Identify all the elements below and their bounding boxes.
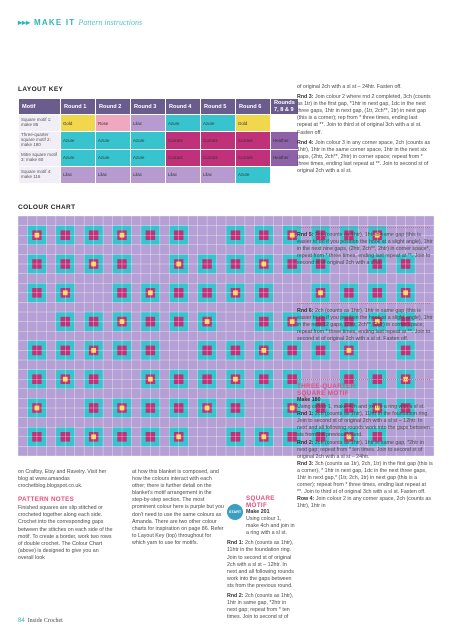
colour-cell: Rose: [96, 115, 131, 132]
colour-cell: Heather: [271, 132, 299, 150]
colour-cell: Currant: [236, 149, 271, 166]
colour-cell: Currant: [201, 132, 236, 150]
intro-text: Using colour 1, make 4ch and join in a ring with a sl st.: [246, 516, 295, 537]
chart-description: at how this blanket is composed, and how the colours interact with each other; there is further detail on the blanket's motif arrangement in the step-by-step section. The most prominent colour here is purple but you don't need to use the same colours as Amanda. There are two other colour charts for inspiration on page 86. Refer to Layout Key (top) throughout for which yarn to use for motifs.: [132, 469, 224, 546]
rnd-text: 2ch (counts as 1htr), 1htr in same gap, *2htr in next gap; repeat from * ten times. Join to second st of original 2ch with a sl st – 24htr.: [297, 439, 424, 460]
rnd-text: Join colour 2 in any corner space, 2ch (counts as 1htr), 1htr in: [297, 496, 431, 510]
layout-key-row: [19, 132, 299, 150]
tq-rnd3: [297, 461, 433, 496]
rnd-text: Join colour 2 where rnd 2 completed, 3ch (counts as 1tr) in the first gap, *1htr in next gap, 1dc in the next three gaps, 1htr in next gap, (1tr, 2ch**, 1tr) in next gap (this is a corner); rep from * three times, ending last repeat at **. Join to third st of original 3ch with a sl st. Fasten off.: [297, 94, 431, 136]
colour-cell: Currant: [166, 132, 201, 150]
rnd-label: Rnd 6:: [297, 308, 314, 314]
rnd-text: Join colour 3 in any corner space, 2ch (counts as 1htr), 1htr in the same corner space, 1htr in the next six gaps, (2htr, 2ch**, 2htr) in corner space; repeat from * three times, ending last repeat at **. Join to second st of original 2ch with a sl st.: [297, 139, 431, 175]
colour-cell: Gold: [236, 115, 271, 132]
tq-rnd2: [297, 440, 433, 461]
layout-key-row: [19, 115, 299, 132]
motif-cell: Mitre square motif 3: make 60: [19, 149, 61, 166]
rnd4: [297, 140, 433, 175]
pattern-notes-heading: PATTERN NOTES: [18, 496, 75, 504]
colour-cell: Azure: [61, 132, 96, 150]
colour-cell: Azure: [166, 115, 201, 132]
colour-cell: Gold: [61, 115, 96, 132]
arrows-icon: ▸▸▸: [18, 18, 31, 27]
colour-cell: Azure: [96, 149, 131, 166]
rnd-label: Rnd 2:: [297, 439, 314, 446]
layout-key-body: [19, 115, 299, 184]
square-motif-heading: SQUARE MOTIF: [246, 495, 275, 509]
rnd-label: Rnd 5:: [297, 232, 314, 238]
pattern-notes-text: Finished squares are slip stitched or crocheted together along each side. Crochet into the corresponding gaps between the stitches on each side of the motif. To create a border, work two rows of double crochet. The Colour Chart (above) is designed to give you an overall look: [18, 505, 113, 561]
rnd3: [297, 94, 433, 137]
colour-cell: Azure: [61, 149, 96, 166]
layout-key-table: [18, 98, 299, 184]
rnd-text: 2ch (counts as 1htr), 11htr in the foundation ring. Join to second st of original 2ch with a sl st – 12htr. In next and all following rounds work into the gaps between sts from the previous round.: [227, 540, 294, 589]
three-quarter-heading-1: THREE-QUARTER: [297, 383, 356, 390]
tq-rnd1: [297, 411, 433, 439]
rnd-text: 3ch (counts as 1tr), 2ch, 1tr) in the first gap (this is a corner), * 1htr in next gap, 1dc in the next three gaps, 1htr in next gap,* (1tr, 2ch, 1tr) in next gap (this is a corner); repeat from * three times, ending last repeat at **. Join to third st of original 3ch with a sl st. Fasten off.: [297, 460, 433, 496]
column-header: Round 1: [61, 99, 96, 115]
section-divider: [297, 227, 430, 228]
three-quarter-section: [297, 383, 433, 514]
tq-rnd4: [297, 496, 433, 510]
colour-cell: Lilac: [61, 166, 96, 183]
rnd6: [297, 308, 433, 343]
column-header: Rounds 7, 8 & 9: [271, 99, 299, 115]
layout-key-header-row: [19, 99, 299, 115]
colour-cell: Lilac: [131, 166, 166, 183]
section-header: [18, 18, 142, 27]
three-quarter-intro: Using colour 1, make 4ch and join in a ring with a sl st.: [297, 404, 425, 411]
right-column: [297, 84, 433, 178]
middle-column: [132, 469, 224, 550]
square-motif-make: Make 201: [246, 509, 270, 515]
colour-cell: Azure: [96, 132, 131, 150]
colour-cell: Azure: [236, 166, 271, 183]
colour-chart-title: COLOUR CHART: [18, 204, 76, 211]
section-divider: [297, 379, 430, 380]
three-quarter-make: Make 180: [297, 397, 321, 403]
start-badge: START: [227, 504, 243, 520]
designer-bio: on Craftsy, Etsy and Ravelry. Visit her blog at www.amandas crochetblog.blogspot.co.uk.: [18, 469, 107, 490]
layout-key-row: [19, 149, 299, 166]
motif-cell: Square motif 4: make 116: [19, 166, 61, 183]
rnd5: [297, 232, 433, 267]
rnd-text: 2ch (counts as 1htr), 1htr in same gap (this is easier to do if you position the hook at a slight angle), 1htr in the next nine gaps, (2htr, 2ch**, 2htr) in corner space*, repeat from * three times, ending last repeat at **. Join to second st of original 2ch with a sl st.: [297, 232, 433, 267]
colour-cell: Currant: [201, 149, 236, 166]
column-header: Round 6: [236, 99, 271, 115]
rnd-text: 2ch (counts as 1htr), 11htr in the foundation ring. Join to second st of original 2ch with a sl st – 12htr. In next and all following rounds work into the gaps between sts from the previous round.: [297, 411, 430, 439]
colour-cell: Currant: [236, 132, 271, 150]
three-quarter-heading-2: SQUARE MOTIF: [297, 390, 349, 397]
left-column: [18, 469, 113, 565]
page-number: 84: [18, 618, 25, 624]
layout-key-title: LAYOUT KEY: [18, 86, 64, 93]
rnd-label: Rnd 1:: [297, 411, 314, 418]
colour-cell: [271, 115, 299, 132]
square-motif-rnd2: [227, 593, 295, 621]
square-motif-intro: [227, 516, 295, 537]
right-column-rnd6: [297, 308, 433, 346]
page-footer: [18, 618, 63, 624]
section-divider: [297, 303, 430, 304]
rnd-text: 2ch (counts as 1htr), 1htr in same gap (this is easier to do if you position the hook at a slight angle), 1htr in the next 12 gaps, (2htr, 2ch**, 2htr) in corner space; repeat from * three times, ending last repeat at **. Join to second st of original 2ch with a sl st. Fasten off.: [297, 308, 433, 343]
colour-cell: Lilac: [166, 166, 201, 183]
rnd-text: 2ch (counts as 1htr), 1htr in same gap, *2htr in next gap; repeat from * ten times. Join to second st of: [227, 593, 294, 621]
column-header: Round 3: [131, 99, 166, 115]
rnd-label: Row 4:: [297, 496, 315, 503]
colour-cell: [271, 166, 299, 183]
right-column-rnd5: [297, 232, 433, 270]
colour-cell: Azure: [131, 149, 166, 166]
section-subtitle: Pattern instructions: [78, 18, 143, 27]
square-motif-rnd1: [227, 540, 295, 590]
rnd-label: Rnd 3:: [297, 94, 314, 101]
rnd2-end: of original 2ch with a sl st – 24htr. Fasten off.: [297, 84, 402, 90]
column-header: Round 5: [201, 99, 236, 115]
colour-cell: Heather: [271, 149, 299, 166]
motif-cell: Square motif 1: make 85: [19, 115, 61, 132]
colour-cell: Lilac: [201, 166, 236, 183]
motif-cell: Three-quarter square motif 2: make 180: [19, 132, 61, 150]
rnd-label: Rnd 3:: [297, 460, 314, 467]
colour-cell: Azure: [201, 115, 236, 132]
column-header: Round 4: [166, 99, 201, 115]
colour-cell: Currant: [166, 149, 201, 166]
square-motif-column: [227, 495, 295, 624]
column-header: Round 2: [96, 99, 131, 115]
rnd-label: Rnd 4:: [297, 139, 314, 146]
section-title: MAKE IT: [34, 18, 76, 27]
column-header: Motif: [19, 99, 61, 115]
colour-cell: Lilac: [96, 166, 131, 183]
colour-cell: Azure: [131, 132, 166, 150]
layout-key-row: [19, 166, 299, 183]
rnd-label: Rnd 2:: [227, 593, 244, 600]
magazine-name: Inside Crochet: [27, 618, 63, 624]
rnd-label: Rnd 1:: [227, 540, 244, 547]
colour-cell: Lilac: [131, 115, 166, 132]
